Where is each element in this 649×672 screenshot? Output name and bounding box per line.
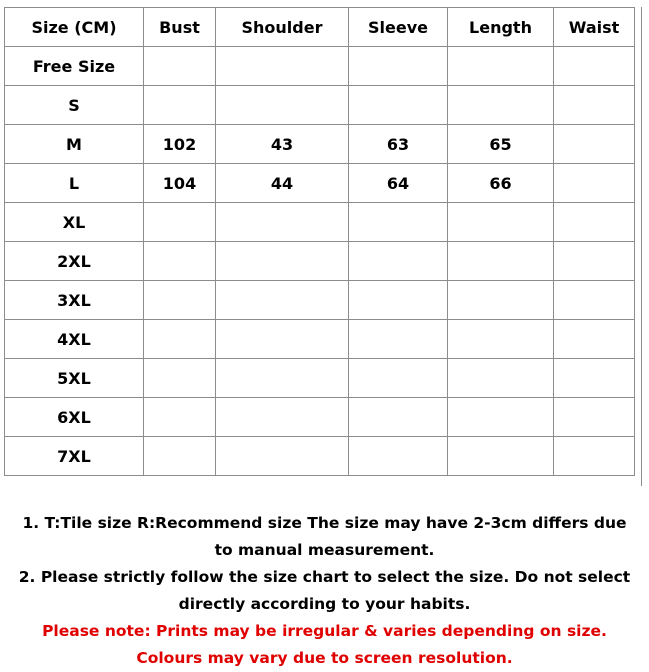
- cell-length: [448, 359, 554, 398]
- cell-waist: [554, 281, 635, 320]
- cell-length: [448, 281, 554, 320]
- cell-shoulder: [216, 437, 349, 476]
- cell-waist: [554, 320, 635, 359]
- cell-size: S: [5, 86, 144, 125]
- cell-sleeve: [349, 281, 448, 320]
- cell-bust: [144, 437, 216, 476]
- cell-sleeve: [349, 203, 448, 242]
- cell-sleeve: [349, 86, 448, 125]
- warning-line-2: Colours may vary due to screen resolution.: [136, 649, 513, 667]
- cell-waist: [554, 398, 635, 437]
- cell-bust: [144, 320, 216, 359]
- cell-size: 3XL: [5, 281, 144, 320]
- table-row: [5, 125, 635, 164]
- warning-line-1: Please note: Prints may be irregular & varies depending on size.: [42, 622, 607, 640]
- cell-shoulder: [216, 86, 349, 125]
- cell-waist: [554, 242, 635, 281]
- cell-waist: [554, 164, 635, 203]
- cell-length: 66: [448, 164, 554, 203]
- note-line-3: 2. Please strictly follow the size chart to select the size. Do not select: [18, 568, 631, 586]
- cell-sleeve: [349, 359, 448, 398]
- cell-bust: [144, 86, 216, 125]
- header-length: Length: [448, 8, 554, 47]
- note-line-2: to manual measurement.: [214, 541, 435, 559]
- table-row: [5, 320, 635, 359]
- cell-shoulder: [216, 398, 349, 437]
- cell-length: [448, 47, 554, 86]
- note-line-4: directly according to your habits.: [178, 595, 471, 613]
- cell-length: [448, 86, 554, 125]
- cell-sleeve: [349, 242, 448, 281]
- cell-size: 2XL: [5, 242, 144, 281]
- notes-section: [0, 510, 649, 672]
- header-row: [5, 8, 635, 47]
- cell-length: 65: [448, 125, 554, 164]
- cell-length: [448, 203, 554, 242]
- cell-waist: [554, 86, 635, 125]
- cell-bust: [144, 242, 216, 281]
- cell-bust: [144, 203, 216, 242]
- cell-size: 6XL: [5, 398, 144, 437]
- cell-size: L: [5, 164, 144, 203]
- note-line-1: 1. T:Tile size R:Recommend size The size may have 2-3cm differs due: [22, 514, 627, 532]
- cell-waist: [554, 359, 635, 398]
- cell-length: [448, 242, 554, 281]
- cell-bust: 104: [144, 164, 216, 203]
- cell-length: [448, 398, 554, 437]
- cell-shoulder: [216, 242, 349, 281]
- cell-bust: 102: [144, 125, 216, 164]
- cell-size: 4XL: [5, 320, 144, 359]
- table-row: [5, 86, 635, 125]
- cell-sleeve: 64: [349, 164, 448, 203]
- header-waist: Waist: [554, 8, 635, 47]
- cell-bust: [144, 359, 216, 398]
- table-row: [5, 437, 635, 476]
- cell-size: 7XL: [5, 437, 144, 476]
- cell-shoulder: 44: [216, 164, 349, 203]
- cell-sleeve: [349, 320, 448, 359]
- header-bust: Bust: [144, 8, 216, 47]
- cell-shoulder: [216, 203, 349, 242]
- header-size: Size (CM): [5, 8, 144, 47]
- cell-size: 5XL: [5, 359, 144, 398]
- cell-waist: [554, 47, 635, 86]
- table-row: [5, 203, 635, 242]
- cell-shoulder: [216, 281, 349, 320]
- table-row: [5, 398, 635, 437]
- cell-shoulder: [216, 320, 349, 359]
- table-row: [5, 359, 635, 398]
- header-sleeve: Sleeve: [349, 8, 448, 47]
- cell-sleeve: [349, 398, 448, 437]
- cell-sleeve: 63: [349, 125, 448, 164]
- cell-sleeve: [349, 437, 448, 476]
- table-row: [5, 47, 635, 86]
- cell-sleeve: [349, 47, 448, 86]
- cell-shoulder: [216, 47, 349, 86]
- cell-bust: [144, 398, 216, 437]
- cell-bust: [144, 47, 216, 86]
- cell-size: XL: [5, 203, 144, 242]
- cell-size: Free Size: [5, 47, 144, 86]
- table-row: [5, 242, 635, 281]
- header-shoulder: Shoulder: [216, 8, 349, 47]
- cell-size: M: [5, 125, 144, 164]
- cell-waist: [554, 437, 635, 476]
- cell-bust: [144, 281, 216, 320]
- table-row: [5, 164, 635, 203]
- cell-shoulder: 43: [216, 125, 349, 164]
- cell-waist: [554, 203, 635, 242]
- table-right-edge: [641, 7, 642, 486]
- table-row: [5, 281, 635, 320]
- cell-length: [448, 437, 554, 476]
- cell-length: [448, 320, 554, 359]
- size-chart-table: [4, 7, 635, 476]
- cell-waist: [554, 125, 635, 164]
- cell-shoulder: [216, 359, 349, 398]
